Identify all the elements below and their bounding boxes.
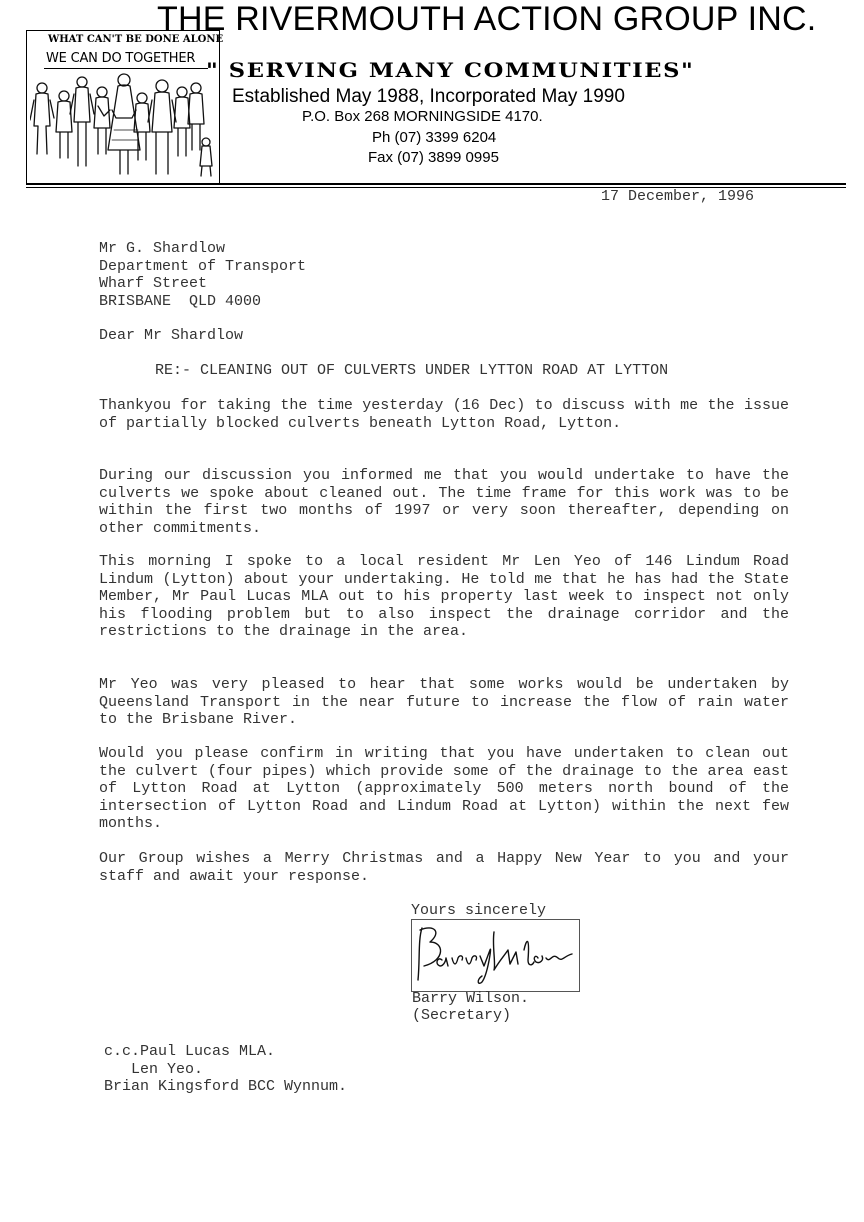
recipient-line: BRISBANE QLD 4000 <box>99 292 262 310</box>
cc-list <box>104 1043 347 1096</box>
signature-box <box>411 919 580 992</box>
cc-item: Len Yeo. <box>104 1060 204 1078</box>
family-group-drawing-icon <box>30 70 218 182</box>
recipient-address <box>99 240 306 310</box>
signer-title: (Secretary) <box>412 1007 512 1024</box>
body-paragraph: Thankyou for taking the time yesterday (16 Dec) to discuss with me the issue of partially blocked culverts beneath Lytton Road, Lytton. <box>99 397 789 432</box>
handwritten-signature-icon <box>412 920 579 991</box>
subject-line: RE:- CLEANING OUT OF CULVERTS UNDER LYTTON ROAD AT LYTTON <box>155 362 669 379</box>
fax-line: Fax (07) 3899 0995 <box>368 149 499 166</box>
closing: Yours sincerely <box>411 902 547 919</box>
body-paragraph: This morning I spoke to a local resident Mr Len Yeo of 146 Lindum Road Lindum (Lytton) about your undertaking. He told me that he has had the State Member, Mr Paul Lucas MLA out to his property last week to inspect not only his flooding problem but to also inspect the drainage corridor and the restrictions to the drainage in the area. <box>99 553 789 640</box>
cc-item: Brian Kingsford BCC Wynnum. <box>104 1078 348 1095</box>
motto-line-2: WE CAN DO TOGETHER <box>46 51 196 66</box>
salutation: Dear Mr Shardlow <box>99 327 244 344</box>
body-paragraph: Would you please confirm in writing that you have undertaken to clean out the culvert (four pipes) which provide some of the drainage to the area east of Lytton Road at Lytton (approximately 500 meters north bound of the intersection of Lytton Road and Lindum Road at Lytton) within the next few months. <box>99 745 789 832</box>
recipient-line: Department of Transport <box>99 257 307 275</box>
recipient-line: Mr G. Shardlow <box>99 240 226 257</box>
motto-line-1: WHAT CAN'T BE DONE ALONE <box>48 34 224 45</box>
organization-name: THE RIVERMOUTH ACTION GROUP INC. <box>157 0 817 38</box>
phone-line: Ph (07) 3399 6204 <box>372 129 497 146</box>
letterhead-rule <box>26 183 846 185</box>
body-paragraph: Mr Yeo was very pleased to hear that some works would be undertaken by Queensland Transport in the near future to increase the flow of rain water to the Brisbane River. <box>99 676 789 728</box>
slogan: " SERVING MANY COMMUNITIES" <box>206 58 695 82</box>
body-paragraph: Our Group wishes a Merry Christmas and a Happy New Year to you and your staff and await your response. <box>99 850 789 885</box>
established-line: Established May 1988, Incorporated May 1990 <box>232 86 625 107</box>
signer-name: Barry Wilson. <box>412 990 530 1007</box>
recipient-line: Wharf Street <box>99 275 208 292</box>
po-box-line: P.O. Box 268 MORNINGSIDE 4170. <box>302 108 543 125</box>
body-paragraph: During our discussion you informed me that you would undertake to have the culverts we spoke about cleaned out. The time frame for this work was to be within the first two months of 1997 or very soon thereafter, depending on other commitments. <box>99 467 789 537</box>
cc-item: c.c.Paul Lucas MLA. <box>104 1043 276 1060</box>
motto-underline <box>44 68 208 69</box>
letter-date: 17 December, 1996 <box>601 188 755 205</box>
